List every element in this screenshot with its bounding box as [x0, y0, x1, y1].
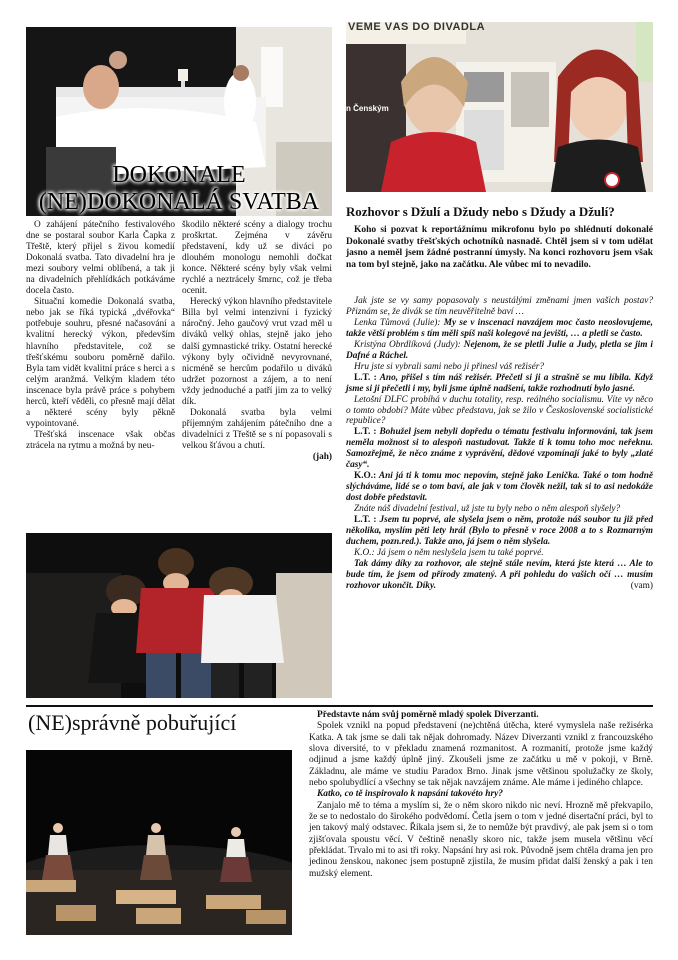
interview-answer: [346, 340, 653, 362]
banner-text: VEME VÁS DO DIVADLA: [348, 22, 486, 33]
answer-text: Bohužel jsem nebyli dopředu o tématu festivalu informováni, tak jsem neměla možnost si to alespoň nastudovat. Takže ti k tomu toho moc neřeknu. Samozřejmě, že něco známe z vyprávění, dědové vzpomínají jaké to byly „zlaté časy“.: [346, 427, 653, 471]
interview-answer: [346, 427, 653, 471]
answer-text: Ani já ti k tomu moc nepovím, stejně jako Lenička. Také o tom hodně slýcháváme, lidé se o tom baví, ale jak v tom člověk nežil, tak si to asi nedokáže dost dobře představit.: [346, 471, 653, 504]
article2-headline: (NE)správně pobuřující: [28, 710, 237, 735]
interview-headline: Rozhovor s Džulí a Džudy nebo s Džudy a Džulí?: [346, 205, 615, 219]
article2-paragraph: Zanjalo mě to téma a myslím si, že o něm skoro nikdo nic neví. Hrozně mě překvapilo, že se to nedostalo do širokého podvědomí. Četla jsem o tom v jedné disertační práci, byl to jen takový malý odstavec. Říkala jsem si, že to nemůže být pravdivý, ale pak jsem si o tom zjišťovala spoustu věcí. V češtině nenašly skoro nic, takže jsem musela většinu věcí překládat. Trvalo mi to asi tři roky. Napsání hry asi rok. Původně jsem chtěla drama jen pro jedinou ženskou, nakonec jsem postupně zjistila, že musím přidat další ženský a pak i ten mužský element.: [309, 800, 653, 879]
speaker-name: L.T. :: [354, 372, 377, 383]
speaker-name: K.O.:: [354, 471, 377, 482]
stage-photo: [26, 750, 292, 935]
article1-column-1: [26, 220, 175, 452]
headline-line-1: DOKONALE: [112, 162, 246, 188]
article1-paragraph: Situační komedie Dokonalá svatba, nebo jak se říká typická „dvéřovka“ potřebuje souhru, přesné načasování a kvalitní herecký výkon, především hlavního představitele, což se třešťskému souboru poměrně dařilo. Byla tam vidět kvalitní práce s herci a s celým aranžmá. Velkým kladem této inscenace byla právě práce s pohybem herců, kteří věděli, co přesně mají dělat a některé scény byly pěkně vypointované.: [26, 297, 175, 429]
article1-column-2: [182, 220, 332, 463]
speaker-name: L.T. :: [354, 427, 377, 438]
actresses-image: [346, 22, 653, 192]
speaker-name: K.O.:: [354, 547, 375, 558]
speaker-name: Kristýna Obrdlíková (Judy):: [354, 339, 461, 350]
section-divider: [26, 705, 653, 707]
answer-text: My se v inscenaci navzájem moc často neoslovujeme, takže větší problém s tím měli spíš naši kolegové na jevišti, … a pletli se často.: [346, 317, 654, 339]
bowing-actors-photo: [26, 533, 332, 698]
article1-paragraph: škodilo některé scény a dialogy trochu proškrtat. Zejména v závěru představení, kdy už se diváci po dlouhém monologu nemohli dočkat konce. Některé scény byly však velmi rychlé a neztrácely šmrnc, což je třeba ocenit.: [182, 220, 332, 297]
interview-photo: [346, 22, 653, 192]
answer-text: Já jsem o něm neslyšela jsem tu také poprvé.: [374, 547, 544, 558]
interview-question: Jak jste se vy samy popasovaly s neustálými změnami jmen vašich postav? Přiznám se, že divák se tím neuvěřitelně baví …: [346, 296, 653, 317]
interview-question: Hru jste si vybrali sami nebo ji přinesl váš režisér?: [354, 361, 544, 372]
interview-answer: [346, 373, 653, 395]
interview-body: [346, 296, 653, 592]
article1-paragraph: Třešťská inscenace však občas ztrácela na rytmu a možná by neu-: [26, 429, 175, 451]
interview-closing: Tak dámy díky za rozhovor, ale stejně stále nevím, která jste která … Ale to bude tím, že jsem od přírody zmatený. A při pohledu do vašich očí … musím rozhovor ukončit. Díky.: [346, 558, 653, 591]
answer-text: Ano, přišel s tím náš režisér. Přečetl si ji a strašně se mu líbila. Když jsme si ji přečetli i my, byli jsme úplně nadšení, takže rozhodnutí bylo jasné.: [346, 372, 654, 394]
headline-box: [26, 162, 332, 218]
article2-paragraph: Spolek vznikl na popud představení (ne)chtěná útěcha, které vymyslela naše režisérka Katka. A tak jsme se dali tak nějak dohromady. Název Diverzanti vznikl z francouzského slova diversité, to v překladu znamená rozmanitost. A rozmanití, protože jsme každý odjinud a jsme každý úplně jiný. Zkoušeli jsme ze začátku u mě v pokoji, v Brně. Základnu, ale máme ve studiu Paradox Brno. Jinak jsme většinou spolužačky ze školy, nebo spolubydlící a všechny se tak nějak navzájem známe. Ale máme i jediného chlapce.: [309, 721, 653, 789]
interview-answer: [346, 318, 653, 340]
article1-paragraph: Herecký výkon hlavního představitele Billa byl velmi intenzivní i fyzický náročný. Jeho gaučový vrut vzad měl u diváků velký ohlas, stejně jako jeho další gymnastické triky. Ostatní herecké výkony byly očividně nevyrovnané, nicméně se hercům podařilo u diváků udržet pozornost a zájem, a to není vždy jednoduché a patří jim za to velký dík.: [182, 297, 332, 407]
speaker-name: Lenka Tůmová (Julie):: [354, 317, 441, 328]
answer-text: Jsem tu poprvé, ale slyšela jsem o něm, protože náš soubor tu již před několika, myslím pěti lety hrál (Bylo to přesně v roce 2008 a to s Rozmarným duchem, pozn.red.). Takže ano, já jsem o něm slyšela.: [346, 515, 653, 547]
answer-text: Nejenom, že se pletli Julie a Judy, pletla se jim i Dafné a Ráchel.: [346, 339, 653, 361]
article1-signature: (jah): [312, 451, 332, 462]
speaker-name: L.T. :: [354, 515, 377, 526]
interview-question: Letošní DLFC probíhá v duchu totality, resp. reálného socialismu. Víte vy něco o tomto období? Máte vůbec představu, jak se žilo v Československé socialistické republice?: [346, 394, 653, 427]
article2-intro-heading: Představte nám svůj poměrně mladý spolek Diverzanti.: [317, 710, 539, 720]
interview-answer: [346, 471, 653, 504]
interview-question: Znáte náš divadelní festival, už jste tu byly nebo o něm alespoň slyšely?: [354, 504, 621, 515]
headline-line-2: (NE)DOKONALÁ SVATBA: [38, 189, 320, 215]
interview-signature: (vam): [630, 580, 653, 591]
actors-image: [26, 533, 332, 698]
article1-paragraph: O zahájení pátečního festivalového dne se postaral soubor Karla Čapka z Třeště, který přijel s živou komedií Dokonalá svatba. Tato divadelní hra je mezi soubory velmi oblíbená, a tak ji na divadelních přehlídkách potkáváme docela často.: [26, 220, 175, 297]
stage-image: [26, 750, 292, 935]
interview-lead: Koho si pozvat k reportážnímu mikrofonu bylo po shlédnutí dokonalé Dokonalé svatby třešťských ochotníků nasnadě. Chtěl jsem si v tom udělat jasno a neměl jsem žádné postranní úmysly. Na konci rozhovoru jsem však na tom byl stejně, jako na začátku. Ale vůbec mi to nevadilo.: [346, 225, 653, 270]
article2-body: [309, 710, 653, 880]
interview-answer: [346, 515, 653, 548]
poster-text: n Čenským: [346, 104, 389, 113]
article2-question: Katko, co tě inspirovalo k napsání takovéto hry?: [317, 789, 503, 800]
interview-answer: [346, 548, 653, 559]
article1-paragraph: Dokonalá svatba byla velmi příjemným zahájením pátečního dne a divadelníci z Třeště se s ní popasovali s velkou šťávou a chutí.: [182, 407, 332, 451]
